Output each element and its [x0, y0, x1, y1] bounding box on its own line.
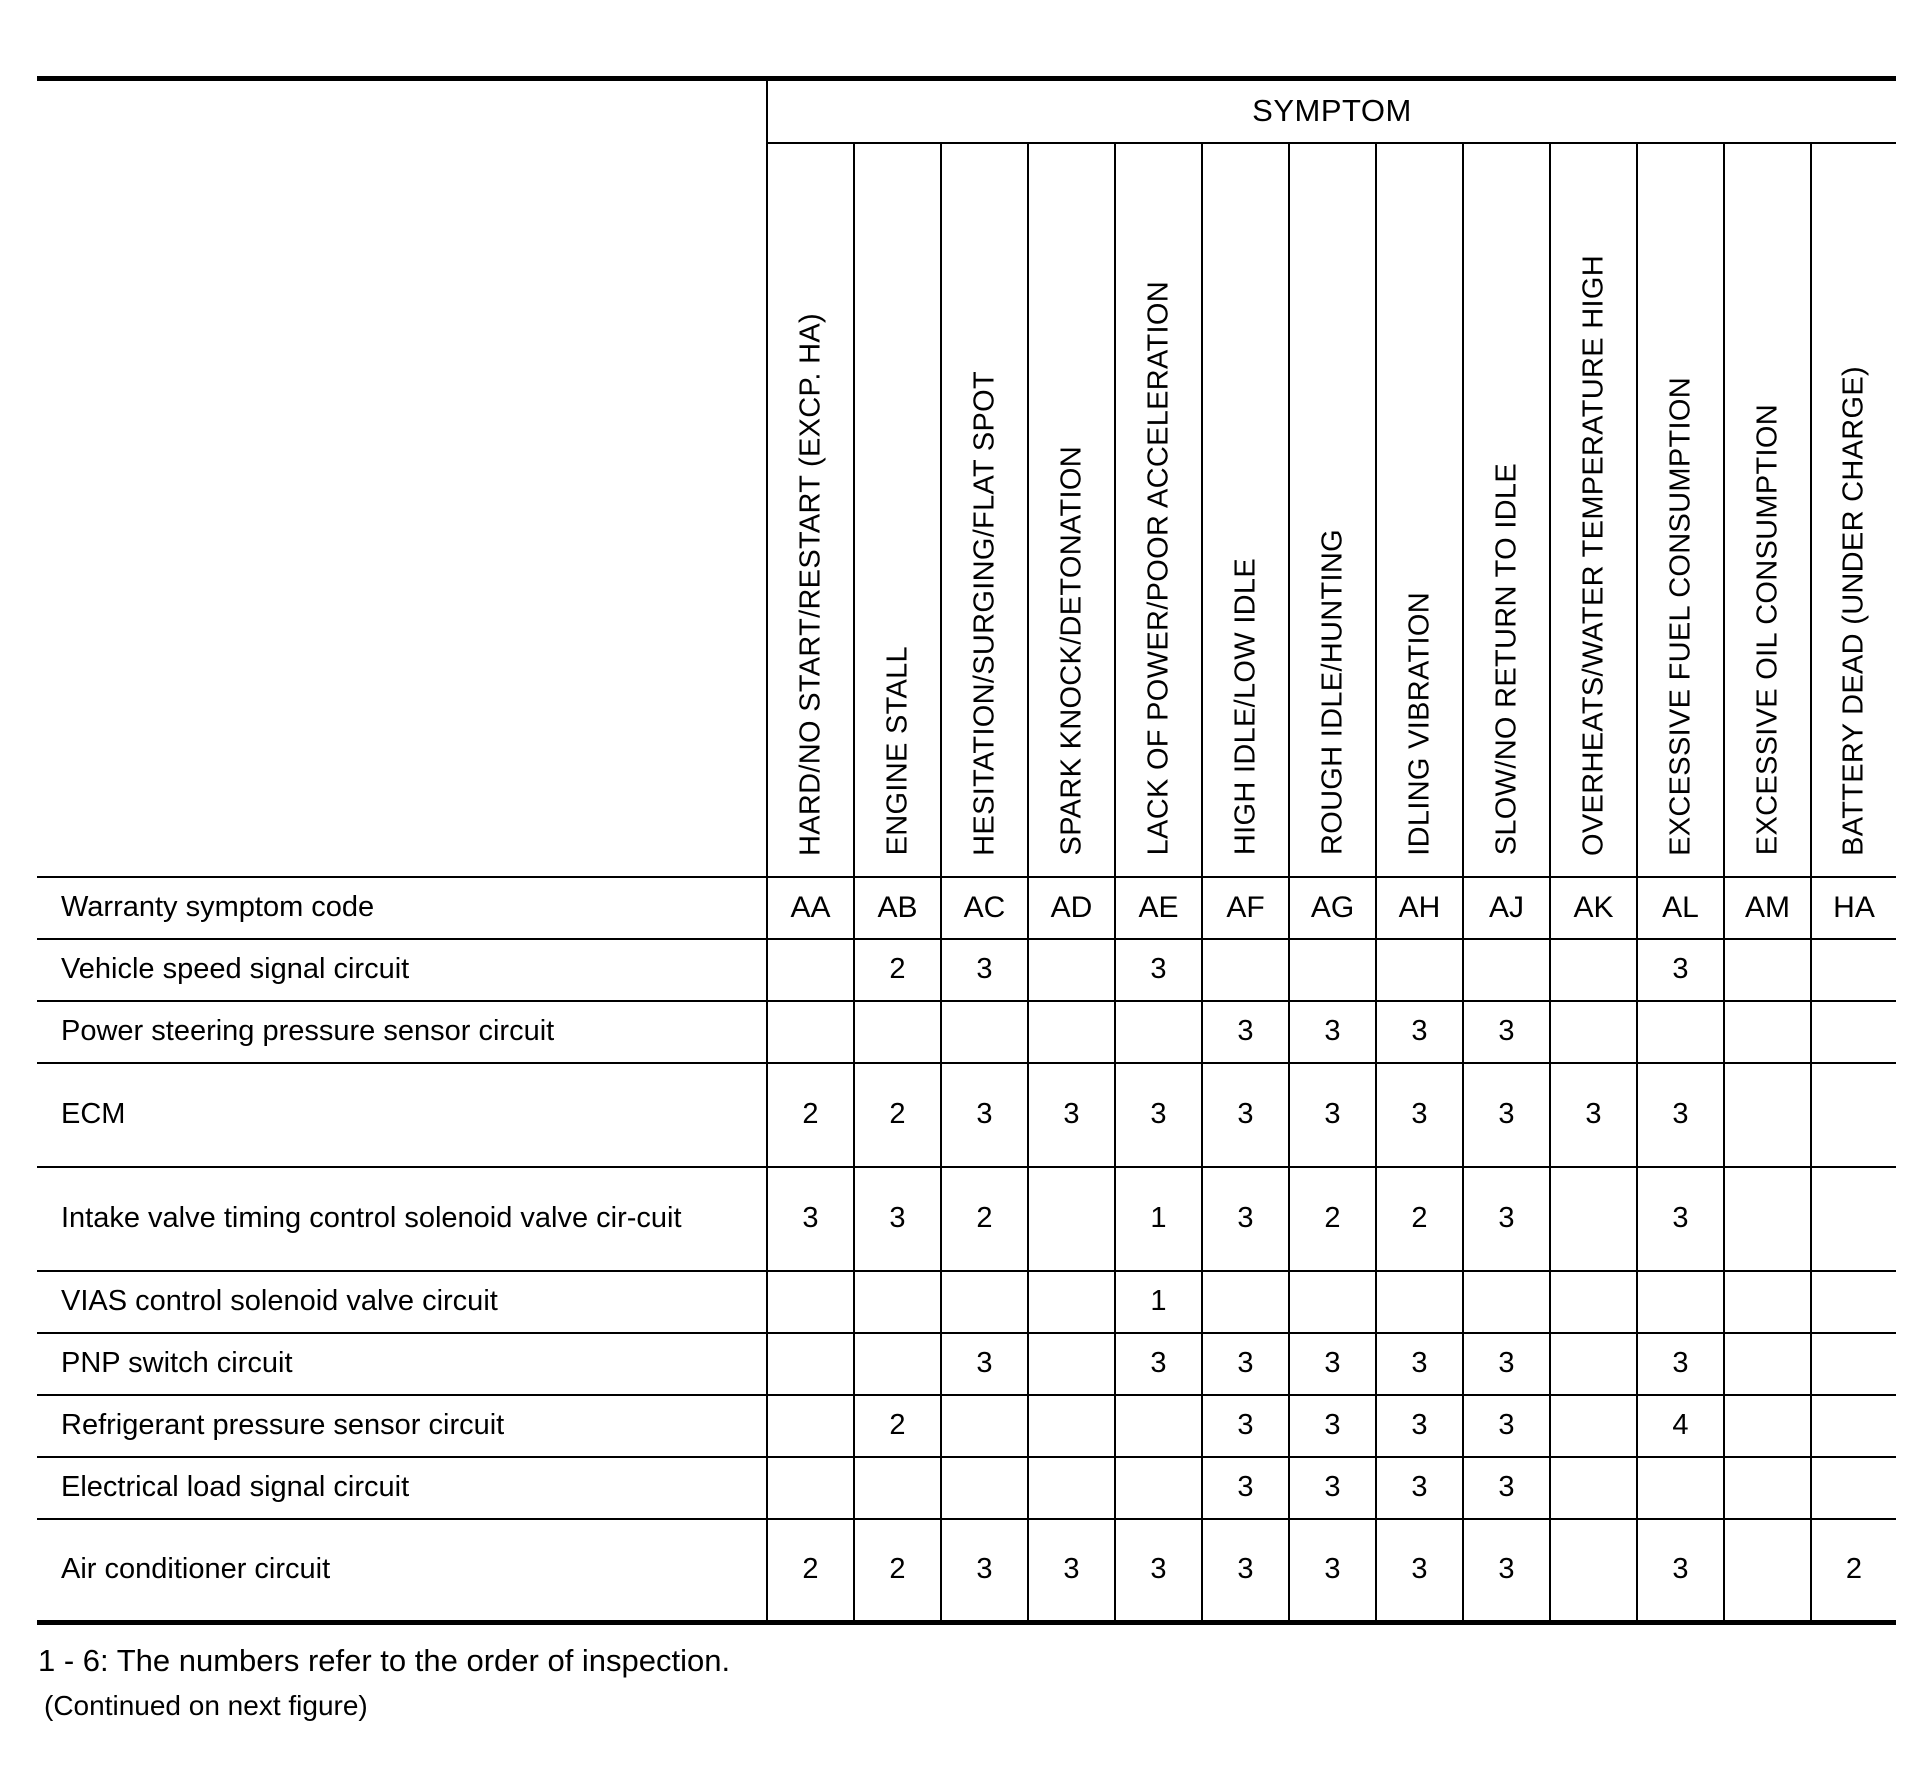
table-cell [941, 1001, 1028, 1063]
table-cell [1724, 939, 1811, 1001]
column-header-text: OVERHEATS/WATER TEMPERATURE HIGH [1577, 254, 1609, 856]
column-header-label [1664, 377, 1697, 856]
row-label: PNP switch circuit [37, 1333, 767, 1395]
table-cell: 3 [1289, 1333, 1376, 1395]
table-cell [1028, 1395, 1115, 1457]
warranty-code-cell: AB [854, 877, 941, 939]
table-body [37, 877, 1896, 1623]
table-cell [1028, 1167, 1115, 1271]
table-row [37, 1271, 1896, 1333]
column-header [1028, 143, 1115, 877]
table-cell: 3 [1376, 1333, 1463, 1395]
table-cell: 3 [1637, 1333, 1724, 1395]
table-cell [1811, 1001, 1896, 1063]
column-header [1637, 143, 1724, 877]
symptom-header: SYMPTOM [767, 79, 1896, 143]
table-cell [1202, 1271, 1289, 1333]
table-row [37, 1167, 1896, 1271]
column-header-label [794, 313, 827, 856]
column-header-text: EXCESSIVE OIL CONSUMPTION [1751, 404, 1783, 856]
table-cell [1028, 1333, 1115, 1395]
warranty-code-cell: AD [1028, 877, 1115, 939]
table-cell: 2 [854, 1395, 941, 1457]
table-cell [1289, 1271, 1376, 1333]
table-cell [854, 1001, 941, 1063]
table-cell: 3 [1463, 1519, 1550, 1623]
table-row [37, 1001, 1896, 1063]
table-cell: 3 [1463, 1457, 1550, 1519]
warranty-code-cell: AC [941, 877, 1028, 939]
table-cell [767, 1271, 854, 1333]
row-label: Electrical load signal circuit [37, 1457, 767, 1519]
table-cell: 3 [1376, 1063, 1463, 1167]
column-header-label [1751, 404, 1784, 855]
table-cell [1028, 1457, 1115, 1519]
table-cell: 3 [941, 1333, 1028, 1395]
table-cell: 3 [941, 939, 1028, 1001]
table-cell [767, 939, 854, 1001]
table-cell [1811, 1063, 1896, 1167]
column-header-label [1403, 592, 1436, 856]
row-label: Air conditioner circuit [37, 1519, 767, 1623]
table-cell [1811, 939, 1896, 1001]
table-cell [1811, 1333, 1896, 1395]
table-cell: 3 [1637, 1063, 1724, 1167]
table-cell [1724, 1167, 1811, 1271]
table-cell: 3 [1115, 939, 1202, 1001]
table-cell [1115, 1395, 1202, 1457]
row-label: Refrigerant pressure sensor circuit [37, 1395, 767, 1457]
table-cell: 3 [941, 1063, 1028, 1167]
table-cell: 3 [1637, 1167, 1724, 1271]
table-cell [1724, 1271, 1811, 1333]
table-cell: 3 [1115, 1519, 1202, 1623]
warranty-code-cell: AK [1550, 877, 1637, 939]
column-header-label [881, 646, 914, 855]
table-cell [1028, 939, 1115, 1001]
table-cell: 3 [1289, 1063, 1376, 1167]
table-cell [1637, 1001, 1724, 1063]
table-cell: 3 [941, 1519, 1028, 1623]
table-cell [767, 1333, 854, 1395]
table-cell [1811, 1457, 1896, 1519]
table-cell [941, 1457, 1028, 1519]
table-cell [1376, 939, 1463, 1001]
table-cell: 3 [1376, 1395, 1463, 1457]
continued-note: (Continued on next figure) [44, 1690, 368, 1721]
table-cell [1724, 1457, 1811, 1519]
warranty-code-label: Warranty symptom code [37, 877, 767, 939]
column-header-label [1229, 558, 1262, 855]
table-cell: 3 [1202, 1457, 1289, 1519]
table-cell: 2 [1376, 1167, 1463, 1271]
table-cell: 4 [1637, 1395, 1724, 1457]
table-cell [941, 1271, 1028, 1333]
warranty-code-cell: AH [1376, 877, 1463, 939]
table-cell [1550, 939, 1637, 1001]
table-cell: 3 [1550, 1063, 1637, 1167]
table-cell: 2 [854, 1063, 941, 1167]
column-header [767, 143, 854, 877]
table-cell: 1 [1115, 1167, 1202, 1271]
warranty-code-cell: AE [1115, 877, 1202, 939]
table-cell [1550, 1271, 1637, 1333]
table-row [37, 1063, 1896, 1167]
table-cell: 3 [1115, 1333, 1202, 1395]
column-header-text: BATTERY DEAD (UNDER CHARGE) [1837, 365, 1870, 856]
table-cell: 3 [767, 1167, 854, 1271]
table-cell: 3 [854, 1167, 941, 1271]
table-cell: 3 [1202, 1167, 1289, 1271]
warranty-code-cell: AL [1637, 877, 1724, 939]
table-cell [1028, 1271, 1115, 1333]
table-cell [1637, 1271, 1724, 1333]
table-cell [1463, 1271, 1550, 1333]
warranty-code-cell: AJ [1463, 877, 1550, 939]
table-cell [1202, 939, 1289, 1001]
table-cell: 3 [1637, 939, 1724, 1001]
table-cell [1115, 1457, 1202, 1519]
table-row [37, 1333, 1896, 1395]
warranty-code-cell: AA [767, 877, 854, 939]
table-cell [941, 1395, 1028, 1457]
table-cell: 3 [1289, 1519, 1376, 1623]
column-header-label [1316, 529, 1349, 855]
table-cell: 2 [1811, 1519, 1896, 1623]
table-cell: 3 [1637, 1519, 1724, 1623]
blank-corner-cell [37, 79, 767, 877]
table-cell: 2 [767, 1063, 854, 1167]
table-cell [1376, 1271, 1463, 1333]
column-header-text: EXCESSIVE FUEL CONSUMPTION [1664, 376, 1696, 856]
table-cell [1550, 1457, 1637, 1519]
column-header [1202, 143, 1289, 877]
table-cell [854, 1457, 941, 1519]
table-row [37, 939, 1896, 1001]
table-cell: 3 [1376, 1457, 1463, 1519]
column-header [1463, 143, 1550, 877]
table-cell: 3 [1202, 1519, 1289, 1623]
column-header-label [1838, 366, 1871, 856]
table-row [37, 1457, 1896, 1519]
table-cell: 3 [1115, 1063, 1202, 1167]
warranty-code-cell: AG [1289, 877, 1376, 939]
table-cell: 2 [941, 1167, 1028, 1271]
table-cell [1550, 1395, 1637, 1457]
column-header [1550, 143, 1637, 877]
column-header-label [1577, 255, 1610, 856]
table-cell [767, 1395, 854, 1457]
table-cell [1550, 1519, 1637, 1623]
table-cell [1724, 1395, 1811, 1457]
table-cell [1289, 939, 1376, 1001]
table-cell [1550, 1333, 1637, 1395]
column-header-text: HIGH IDLE/LOW IDLE [1229, 558, 1261, 856]
table-row [37, 1395, 1896, 1457]
symptom-matrix-table [37, 76, 1896, 1625]
column-header [1115, 143, 1202, 877]
column-header [1289, 143, 1376, 877]
table-cell [1724, 1333, 1811, 1395]
table-cell: 3 [1028, 1063, 1115, 1167]
table-cell [767, 1001, 854, 1063]
column-header-label [968, 371, 1001, 856]
column-header-text: LACK OF POWER/POOR ACCELERATION [1142, 281, 1174, 856]
table-cell: 3 [1463, 1395, 1550, 1457]
table-cell: 3 [1463, 1333, 1550, 1395]
warranty-code-cell: AM [1724, 877, 1811, 939]
column-header [1811, 143, 1896, 877]
table-cell: 3 [1463, 1063, 1550, 1167]
row-label: Power steering pressure sensor circuit [37, 1001, 767, 1063]
column-header-label [1055, 446, 1088, 855]
table-cell: 3 [1202, 1395, 1289, 1457]
row-label: Intake valve timing control solenoid valve cir-cuit [37, 1167, 767, 1271]
table-cell [1811, 1167, 1896, 1271]
row-label: VIAS control solenoid valve circuit [37, 1271, 767, 1333]
table-cell [1724, 1063, 1811, 1167]
table-cell [1724, 1001, 1811, 1063]
column-header-text: HARD/NO START/RESTART (EXCP. HA) [794, 312, 826, 856]
table-cell [1811, 1271, 1896, 1333]
table-cell [1550, 1167, 1637, 1271]
table-cell: 3 [1463, 1167, 1550, 1271]
table-cell [854, 1271, 941, 1333]
table-cell: 1 [1115, 1271, 1202, 1333]
table-cell: 2 [854, 939, 941, 1001]
table-cell [854, 1333, 941, 1395]
warranty-code-row [37, 877, 1896, 939]
table-cell: 3 [1289, 1457, 1376, 1519]
column-header-text: SPARK KNOCK/DETONATION [1055, 446, 1087, 856]
table-cell [1724, 1519, 1811, 1623]
table-cell [1115, 1001, 1202, 1063]
table-cell: 3 [1376, 1001, 1463, 1063]
column-header-text: SLOW/NO RETURN TO IDLE [1490, 463, 1522, 856]
table-cell: 2 [854, 1519, 941, 1623]
table-cell [1550, 1001, 1637, 1063]
table-cell: 3 [1463, 1001, 1550, 1063]
table-cell: 2 [767, 1519, 854, 1623]
column-header-text: IDLING VIBRATION [1403, 591, 1435, 856]
table-cell [1463, 939, 1550, 1001]
table-cell: 3 [1202, 1001, 1289, 1063]
table-row [37, 1519, 1896, 1623]
column-header-label [1490, 463, 1523, 855]
row-label: ECM [37, 1063, 767, 1167]
row-label: Vehicle speed signal circuit [37, 939, 767, 1001]
table-cell [1028, 1001, 1115, 1063]
footnote: 1 - 6: The numbers refer to the order of inspection. [38, 1643, 731, 1678]
column-header [854, 143, 941, 877]
column-header [941, 143, 1028, 877]
table-cell: 3 [1202, 1333, 1289, 1395]
table-cell: 3 [1376, 1519, 1463, 1623]
table-cell [1811, 1395, 1896, 1457]
column-header [1724, 143, 1811, 877]
table-cell [1637, 1457, 1724, 1519]
warranty-code-cell: HA [1833, 890, 1875, 924]
table-cell: 3 [1202, 1063, 1289, 1167]
column-header-label [1142, 281, 1175, 855]
warranty-code-cell: AF [1202, 877, 1289, 939]
column-header-text: ENGINE STALL [881, 646, 913, 856]
table-cell: 2 [1289, 1167, 1376, 1271]
column-header [1376, 143, 1463, 877]
table-cell: 3 [1289, 1395, 1376, 1457]
column-header-text: ROUGH IDLE/HUNTING [1316, 529, 1348, 856]
column-header-text: HESITATION/SURGING/FLAT SPOT [968, 370, 1000, 856]
table-cell: 3 [1289, 1001, 1376, 1063]
table-cell: 3 [1028, 1519, 1115, 1623]
table-cell [767, 1457, 854, 1519]
